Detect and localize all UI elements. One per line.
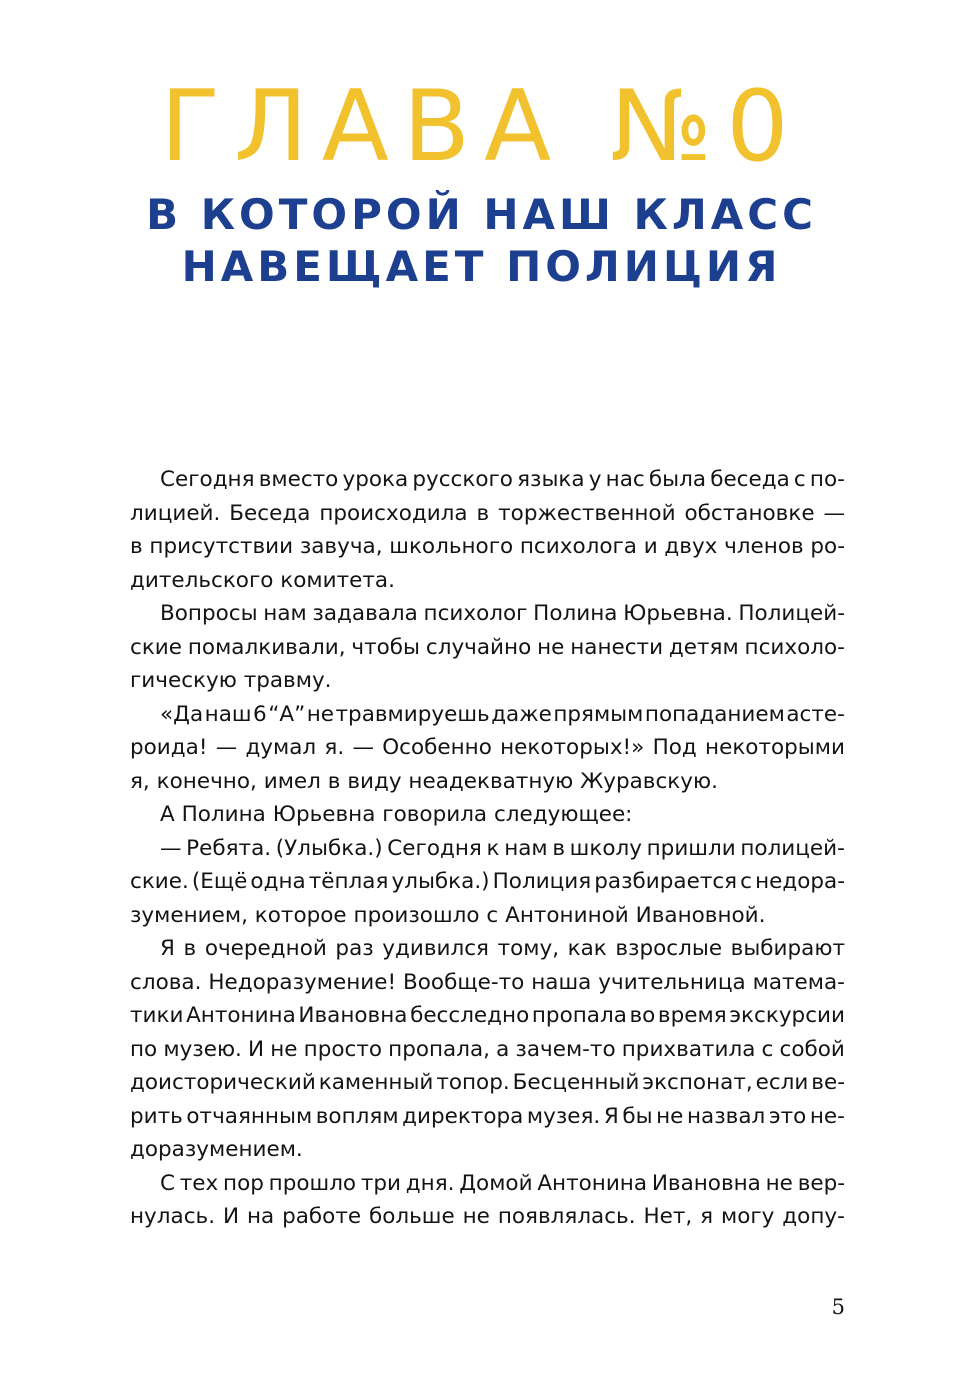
chapter-subtitle-line-2: НАВЕЩАЕТ ПОЛИЦИЯ [181, 242, 782, 291]
text-line: тики Антонина Ивановна бесследно пропала во время экскурсии [130, 1003, 845, 1028]
text-line: рить отчаянным воплям директора музея. Я бы не назвал это не- [130, 1103, 845, 1129]
text-line: нулась. И на работе больше не появлялась. Нет, я могу допу- [130, 1204, 845, 1229]
text-line: «Да наш 6 “А” не травмируешь даже прямым попаданием асте- [160, 701, 845, 727]
text-line: доисторический каменный топор. Бесценный экспонат, если ве- [130, 1070, 845, 1095]
text-line: дительского комитета. [130, 567, 395, 593]
text-line: А Полина Юрьевна говорила следующее: [160, 802, 633, 827]
text-line: С тех пор прошло три дня. Домой Антонина Ивановна не вер- [160, 1170, 845, 1196]
body-text [130, 463, 845, 1234]
text-line: ские. (Ещё одна тёплая улыбка.) Полиция разбирается с недора- [130, 869, 845, 894]
text-line: гическую травму. [130, 668, 332, 693]
page-number: 5 [831, 1295, 845, 1319]
text-line: лицией. Беседа происходила в торжественной обстановке — [130, 500, 845, 526]
chapter-subtitle-line-1: В КОТОРОЙ НАШ КЛАСС [146, 190, 817, 239]
text-line: — Ребята. (Улыбка.) Сегодня к нам в школу пришли полицей- [160, 835, 845, 861]
text-line: Сегодня вместо урока русского языка у нас была беседа с по- [160, 467, 845, 492]
text-line: по музею. И не просто пропала, а зачем-то прихватила с собой [130, 1036, 845, 1062]
chapter-heading: ГЛАВА №0 [160, 70, 803, 184]
text-line: в присутствии завуча, школьного психолога и двух членов ро- [130, 534, 845, 559]
text-line: я, конечно, имел в виду неадекватную Журавскую. [130, 768, 718, 794]
text-line: слова. Недоразумение! Вообще-то наша учительница матема- [130, 969, 845, 995]
text-line: ские помалкивали, чтобы случайно не нанести детям психоло- [130, 634, 845, 660]
text-line: Вопросы нам задавала психолог Полина Юрьевна. Полицей- [160, 601, 845, 626]
text-line: зумением, которое произошло с Антониной Ивановной. [130, 902, 766, 928]
text-line: Я в очередной раз удивился тому, как взрослые выбирают [160, 936, 845, 961]
text-line: доразумением. [130, 1137, 303, 1162]
text-line: роида! — думал я. — Особенно некоторых!» Под некоторыми [130, 735, 845, 760]
